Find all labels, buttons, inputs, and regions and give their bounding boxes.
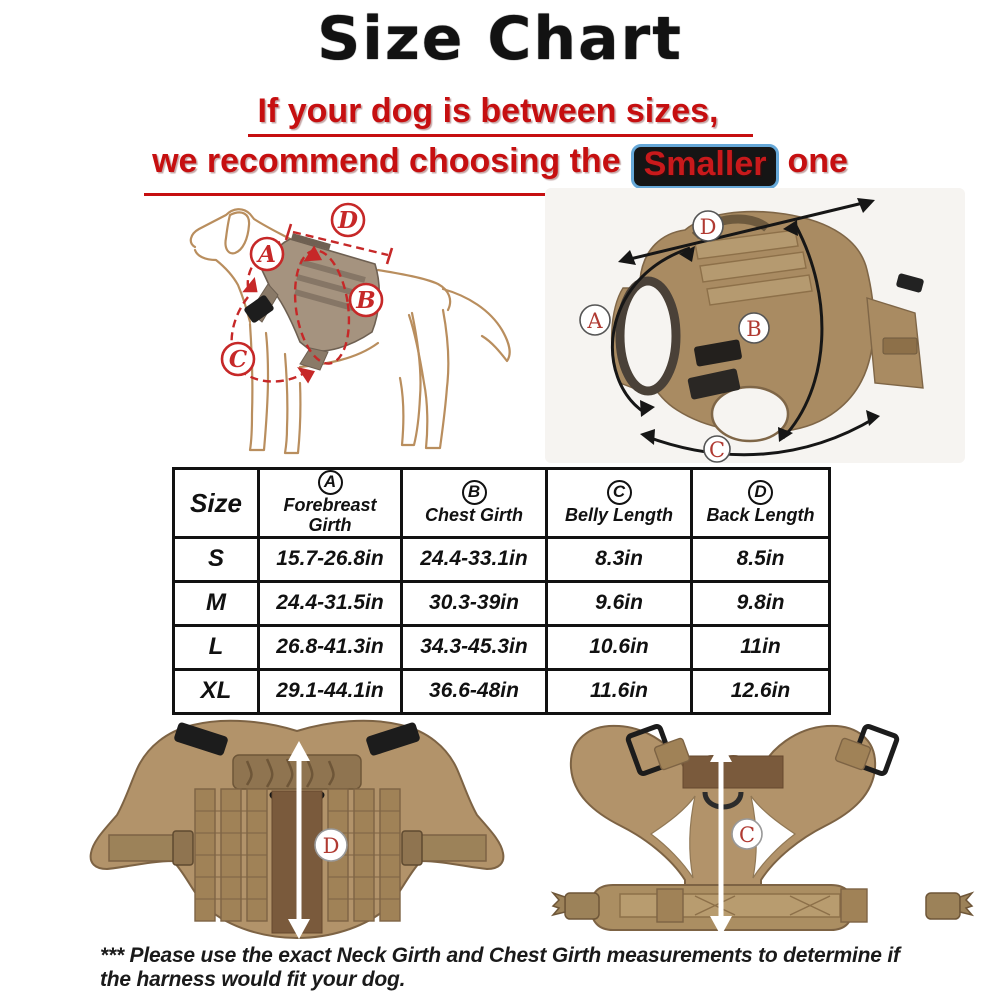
photo-label-c <box>704 436 730 462</box>
center-velcro-patch <box>683 756 783 788</box>
table-header-belly-length <box>547 469 692 538</box>
value-cell: 30.3-39in <box>402 581 547 625</box>
value-cell: 24.4-33.1in <box>402 537 547 581</box>
size-cell: L <box>174 625 259 669</box>
circle-letter-c: C <box>607 480 632 505</box>
letter-d: D <box>338 207 358 234</box>
value-cell: 9.6in <box>547 581 692 625</box>
value-cell: 8.3in <box>547 537 692 581</box>
size-cell: M <box>174 581 259 625</box>
letter-a: A <box>258 241 276 268</box>
value-cell: 10.6in <box>547 625 692 669</box>
circle-letter-d: D <box>748 480 773 505</box>
back-panel-photo <box>75 703 520 943</box>
letter-c: C <box>738 823 756 847</box>
header-label: Forebreast Girth <box>283 495 377 535</box>
value-cell: 9.8in <box>692 581 830 625</box>
smaller-highlight: Smaller <box>631 144 780 189</box>
table-header-forebreast-girth <box>259 469 402 538</box>
value-cell: 26.8-41.3in <box>259 625 402 669</box>
letter-d: D <box>322 834 340 858</box>
value-cell: 29.1-44.1in <box>259 669 402 713</box>
side-buckle-left <box>173 831 193 865</box>
dog-label-b <box>350 284 382 316</box>
size-cell: S <box>174 537 259 581</box>
table-header-chest-girth <box>402 469 547 538</box>
photo-label-b <box>739 313 769 343</box>
dog-label-c <box>222 343 254 375</box>
chest-panel-photo <box>545 700 980 950</box>
circle-letter-a: A <box>318 470 343 495</box>
harness-photo-diagram <box>545 188 965 463</box>
table-row-l <box>174 625 830 669</box>
value-cell: 11.6in <box>547 669 692 713</box>
side-strap-left <box>109 835 179 861</box>
circle-letter-b: B <box>462 480 487 505</box>
subtitle-line2-prefix: we recommend choosing the <box>152 142 621 180</box>
chest-label-c <box>732 819 762 849</box>
header-label: Back Length <box>706 504 815 525</box>
subtitle-block <box>0 92 1000 196</box>
photo-label-a <box>580 305 610 335</box>
page-title: Size Chart <box>317 4 683 74</box>
release-buckle-right <box>926 893 972 919</box>
value-cell: 11in <box>692 625 830 669</box>
letter-b: B <box>746 317 762 341</box>
footnote: *** Please use the exact Neck Girth and Chest Girth measurements to determine if the harness would fit your dog. <box>100 944 900 992</box>
photo-label-d <box>693 211 723 241</box>
header-label: Belly Length <box>564 504 673 525</box>
table-header-back-length <box>692 469 830 538</box>
side-strap-right <box>416 835 486 861</box>
release-buckle-left <box>553 893 599 919</box>
belly-webbing <box>620 894 840 917</box>
chest-panel-body <box>553 725 972 930</box>
letter-d: D <box>699 215 717 239</box>
table-header-size: Size <box>174 469 259 538</box>
value-cell: 8.5in <box>692 537 830 581</box>
letter-a: A <box>587 309 603 333</box>
subtitle-line2-suffix: one <box>787 142 848 180</box>
leg-opening <box>712 387 788 441</box>
dog-label-a <box>251 238 283 270</box>
table-row-m <box>174 581 830 625</box>
subtitle-line1: If your dog is between sizes, <box>248 92 753 137</box>
table-row-s <box>174 537 830 581</box>
header-label: Chest Girth <box>424 504 523 525</box>
size-cell: XL <box>174 669 259 713</box>
letter-c: C <box>708 438 726 462</box>
value-cell: 15.7-26.8in <box>259 537 402 581</box>
value-cell: 34.3-45.3in <box>402 625 547 669</box>
neck-opening <box>620 281 676 391</box>
size-table <box>172 467 831 715</box>
table-header-row <box>174 469 830 538</box>
back-label-d <box>315 829 347 861</box>
dog-measurement-diagram <box>150 192 530 467</box>
side-buckle-right <box>402 831 422 865</box>
letter-b: B <box>356 287 376 314</box>
value-cell: 24.4-31.5in <box>259 581 402 625</box>
value-cell: 12.6in <box>692 669 830 713</box>
letter-c: C <box>228 346 248 373</box>
value-cell: 36.6-48in <box>402 669 547 713</box>
dog-label-d <box>332 204 364 236</box>
